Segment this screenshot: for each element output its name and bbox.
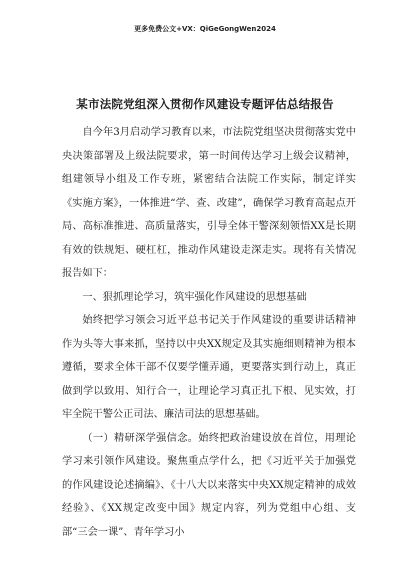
subsection-paragraph: （一）精研深学强信念。始终把政治建设放在首位，用理论学习来引领作风建设。聚焦重点学什么，把《习近平关于加强党的作风建设论述摘编》、《十八大以来落实中央XX规定精神的成效经验》、《XX规定改变中国》规定内容，列为党组中心组、支部“三会一课”、青年学习小: [62, 432, 356, 538]
document-title: 某市法院党组深入贯彻作风建设专题评估总结报告: [76, 97, 334, 111]
section-heading: 一、狠抓理论学习，筑牢强化作风建设的思想基础: [82, 291, 307, 303]
document-body: [62, 121, 356, 544]
intro-paragraph: 自今年3月启动学习教育以来，市法院党组坚决贯彻落实党中央决策部署及上级法院要求，第一时间传达学习上级会议精神，组建领导小组及工作专班，紧密结合法院工作实际，制定详实《实施方案》，一体推进“学、查、改建”，确保学习教育高起点开局、高标准推进、高质量落实，引导全体干警深刻领悟XX是长期有效的铁规矩、硬杠杠，推动作风建设走深走实。现将有关情况报告如下：: [62, 127, 356, 279]
body-paragraph: 始终把学习领会习近平总书记关于作风建设的重要讲话精神作为头等大事来抓，坚持以中央XX规定及其实施细则精神为根本遵循，要求全体干部不仅要学懂弄通，更要落实到行动上，真正做到学以致用、知行合一，让理论学习真正扎下根、见实效，打牢全院干警公正司法、廉洁司法的思想基础。: [62, 315, 356, 420]
header-note: 更多免费公文+VX：QiGeGongWen2024: [134, 25, 276, 33]
